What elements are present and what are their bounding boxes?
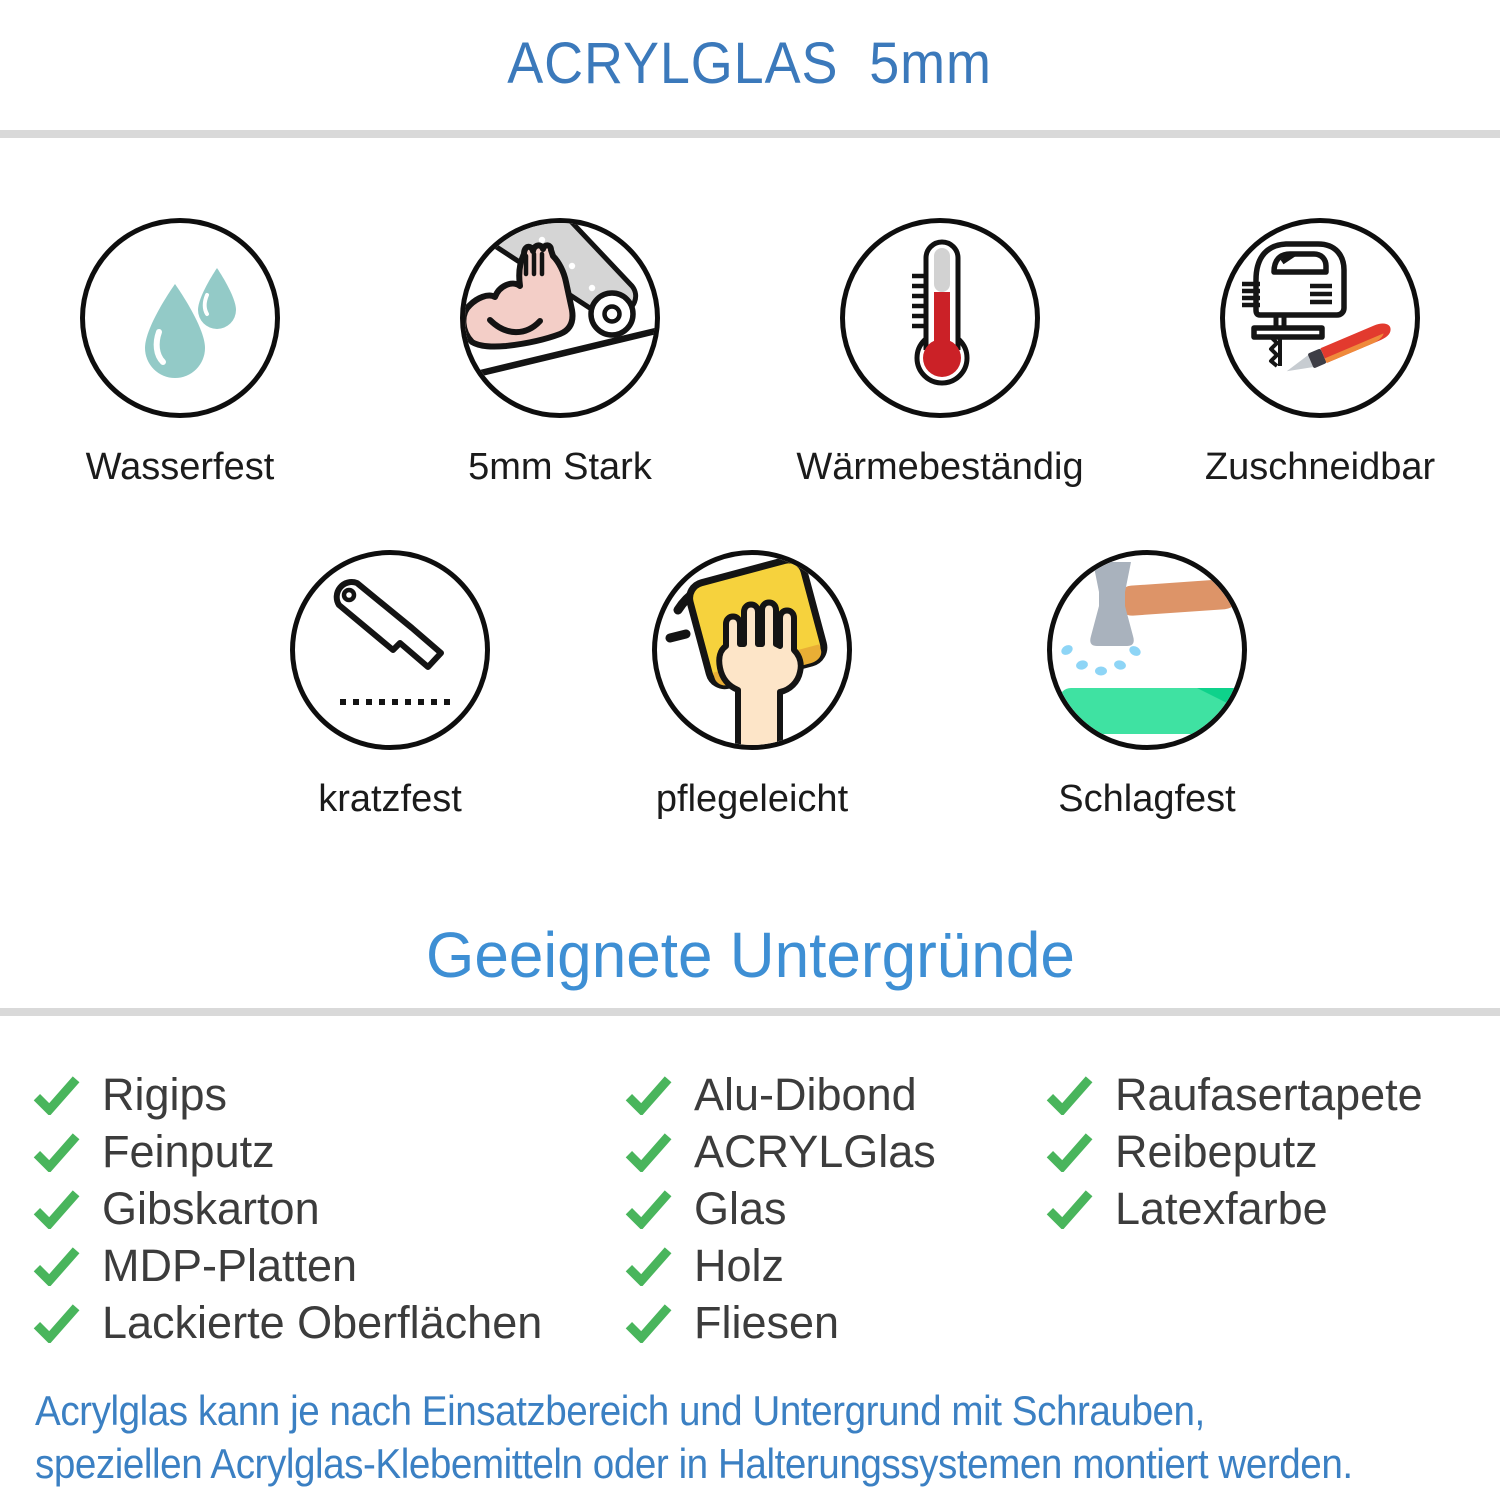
check-icon — [625, 1245, 672, 1286]
product-title: ACRYLGLAS 5mm — [507, 31, 993, 96]
substrate-label: Holz — [694, 1239, 785, 1291]
jigsaw-icon — [1220, 218, 1420, 418]
features-row-2 — [0, 550, 1500, 830]
check-icon — [625, 1131, 672, 1172]
substrates-section — [0, 918, 1500, 992]
substrate-column-1 — [33, 1066, 542, 1351]
substrate-item — [625, 1180, 936, 1237]
feature-label: 5mm Stark — [468, 446, 652, 488]
substrate-column-2 — [625, 1066, 936, 1351]
feature-waermebestaendig — [790, 218, 1090, 489]
feature-label: Schlagfest — [1058, 778, 1236, 820]
substrate-label: MDP-Platten — [102, 1239, 358, 1291]
check-icon — [1046, 1188, 1093, 1229]
substrate-item — [625, 1123, 936, 1180]
footer-line-2: speziellen Acrylglas-Klebemitteln oder in Halterungssystemen montiert werden. — [35, 1440, 1353, 1487]
substrate-label: Glas — [694, 1182, 787, 1234]
substrate-item — [625, 1237, 936, 1294]
substrate-item — [1046, 1066, 1423, 1123]
feature-circle — [1220, 218, 1420, 418]
check-icon — [33, 1131, 80, 1172]
feature-circle — [460, 218, 660, 418]
cutter-knife-icon — [290, 550, 490, 750]
feature-schlagfest — [997, 550, 1297, 821]
feature-label: pflegeleicht — [655, 778, 849, 820]
strong-arm-icon — [460, 218, 660, 418]
check-icon — [33, 1245, 80, 1286]
check-icon — [625, 1188, 672, 1229]
footer-note — [35, 1384, 1353, 1490]
features-row-1 — [30, 218, 1470, 489]
check-icon — [33, 1074, 80, 1115]
header — [0, 30, 1500, 97]
feature-label: Zuschneidbar — [1204, 446, 1436, 488]
feature-wasserfest — [30, 218, 330, 489]
substrate-label: Gibskarton — [102, 1182, 320, 1234]
feature-5mm-stark — [410, 218, 710, 489]
substrate-item — [1046, 1123, 1423, 1180]
substrate-item — [1046, 1180, 1423, 1237]
check-icon — [33, 1188, 80, 1229]
cleaning-hand-icon — [652, 550, 852, 750]
substrate-label: ACRYLGlas — [694, 1125, 936, 1177]
feature-circle — [652, 550, 852, 750]
divider-middle — [0, 1008, 1500, 1016]
substrate-label: Lackierte Oberflächen — [102, 1296, 543, 1348]
substrate-label: Raufasertapete — [1115, 1068, 1423, 1120]
substrate-item — [625, 1294, 936, 1351]
feature-circle — [840, 218, 1040, 418]
check-icon — [625, 1302, 672, 1343]
feature-label: Wärmebeständig — [796, 446, 1084, 488]
substrate-item — [33, 1123, 542, 1180]
feature-circle — [1047, 550, 1247, 750]
feature-zuschneidbar — [1170, 218, 1470, 489]
check-icon — [625, 1074, 672, 1115]
check-icon — [1046, 1131, 1093, 1172]
substrate-item — [33, 1180, 542, 1237]
substrate-column-3 — [1046, 1066, 1423, 1237]
substrate-label: Latexfarbe — [1115, 1182, 1328, 1234]
footer-line-1: Acrylglas kann je nach Einsatzbereich und Untergrund mit Schrauben, — [35, 1387, 1205, 1434]
feature-pflegeleicht — [602, 550, 902, 821]
substrates-heading: Geeignete Untergründe — [425, 919, 1075, 991]
substrate-label: Alu-Dibond — [694, 1068, 917, 1120]
substrate-label: Reibeputz — [1115, 1125, 1318, 1177]
feature-circle — [80, 218, 280, 418]
divider-top — [0, 130, 1500, 138]
feature-label: kratzfest — [318, 778, 462, 820]
water-drops-icon — [80, 218, 280, 418]
thermometer-icon — [840, 218, 1040, 418]
check-icon — [1046, 1074, 1093, 1115]
feature-label: Wasserfest — [85, 446, 275, 488]
feature-circle — [290, 550, 490, 750]
substrate-item — [33, 1294, 542, 1351]
substrate-item — [625, 1066, 936, 1123]
check-icon — [33, 1302, 80, 1343]
hammer-icon — [1047, 550, 1247, 750]
substrate-label: Fliesen — [694, 1296, 840, 1348]
feature-kratzfest — [240, 550, 540, 821]
substrate-item — [33, 1237, 542, 1294]
substrate-label: Rigips — [102, 1068, 228, 1120]
substrate-item — [33, 1066, 542, 1123]
substrate-label: Feinputz — [102, 1125, 275, 1177]
